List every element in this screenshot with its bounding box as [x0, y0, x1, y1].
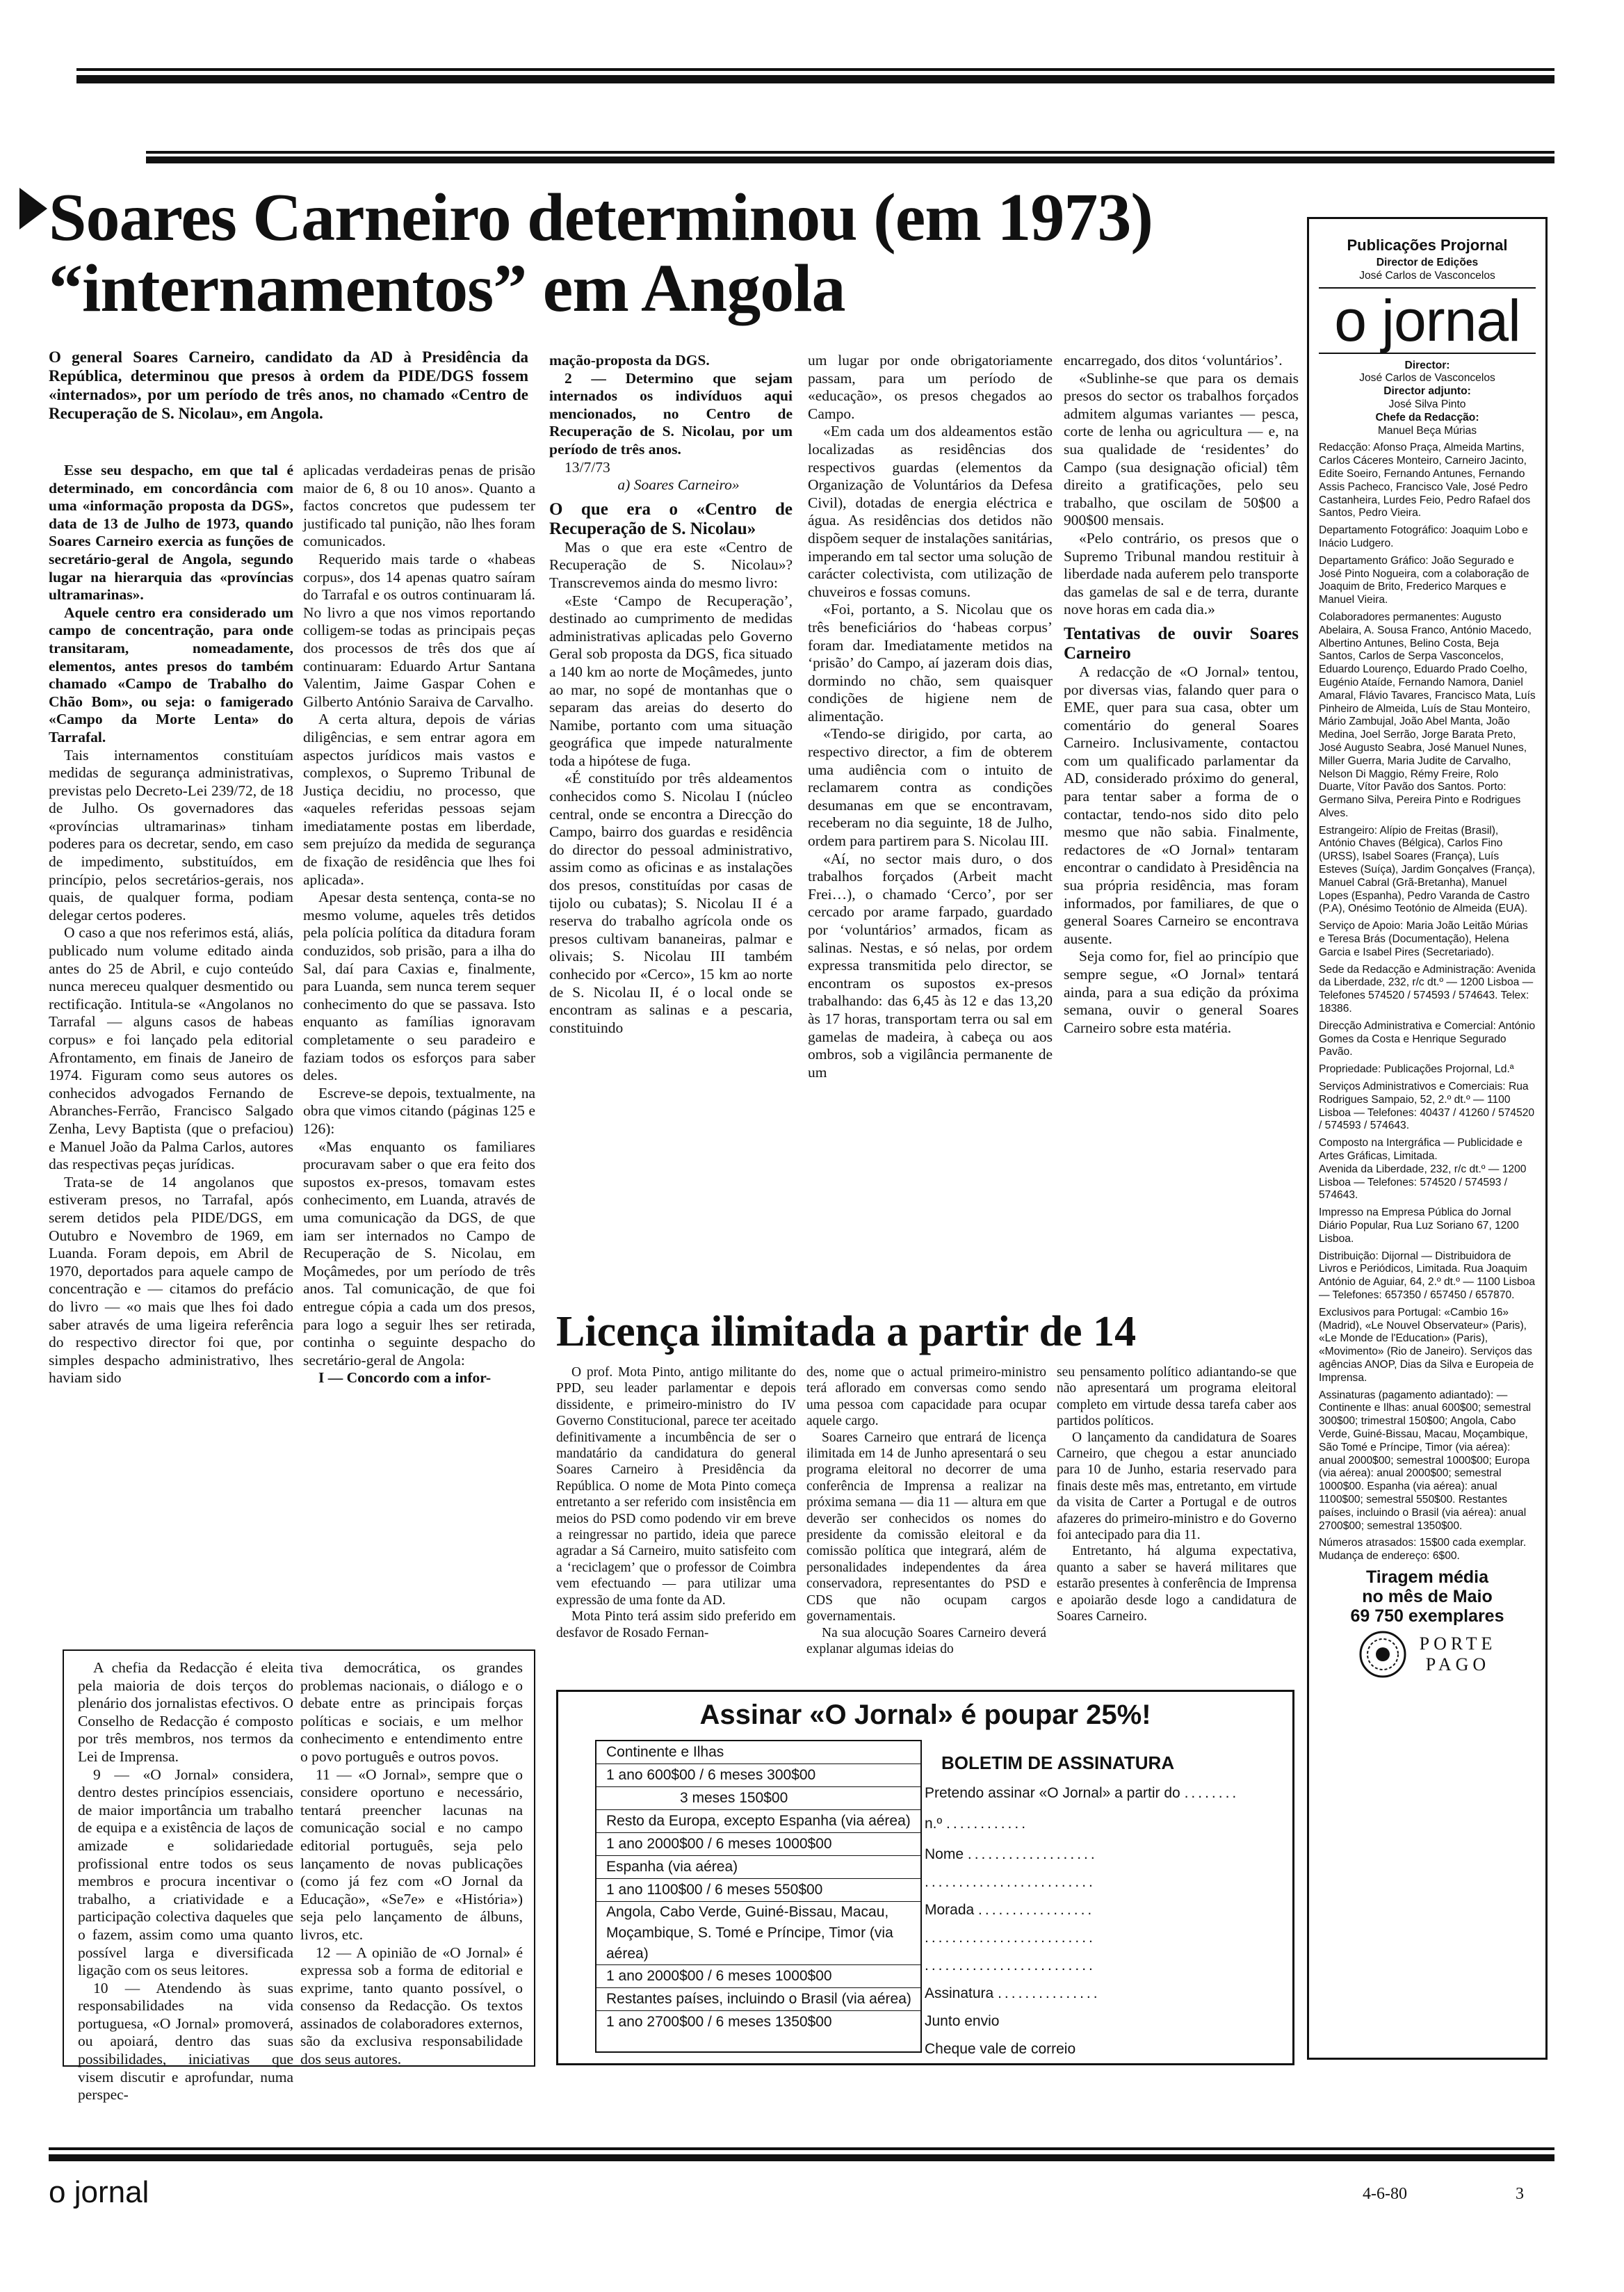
- form-address-line[interactable]: .........................: [925, 1930, 1096, 1946]
- paragraph: «Foi, portanto, a S. Nicolau que os três beneficiários do ‘habeas corpus’ foram dar. Imediatamente metidos na ‘prisão’ do Campo, aí jazeram dois dias, dormindo no chão, sem quaisquer condições de higiene nem de alimentação.: [808, 601, 1053, 725]
- price-row: Continente e Ilhas: [596, 1741, 920, 1764]
- article1-column-2: [303, 462, 535, 1553]
- article2-column-3: [1057, 1364, 1297, 1670]
- form-signature-label: Assinatura: [925, 1985, 994, 2001]
- chefe-name: Manuel Beça Múrias: [1377, 424, 1477, 437]
- paragraph: A chefia da Redacção é eleita pela maioria de dois terços do plenário dos jornalistas efectivos. O Conselho de Redacção é composto por três membros, nos termos da Lei de Imprensa.: [78, 1659, 293, 1765]
- paragraph: «Sublinhe-se que para os demais presos do sector os trabalhos forçados admitem algumas variantes — pesca, corte de lenha ou agricultura — e, na sua qualidade de ‘residentes’ do Campo (sua designação oficial) têm direito a gratificações, pelo seu trabalho, que oscilam de 50$00 a 900$00 mensais.: [1064, 369, 1299, 529]
- price-row: 1 ano 1100$00 / 6 meses 550$00: [596, 1879, 920, 1902]
- paragraph: «Em cada um dos aldeamentos estão localizadas as residências dos respectivos guardas (elementos da Organização de Voluntários da Defesa Civil), dotadas de energia eléctrica e água. As residências dos detidos não dispõem sequer de instalações sanitárias, imperando em tal sector uma solução de carácter colectivista, com utilização de chuveiros e fossas comuns.: [808, 423, 1053, 600]
- main-headline-line2: “internamentos” em Angola: [49, 251, 845, 326]
- form-address-line[interactable]: .........................: [925, 1958, 1096, 1974]
- form-payment-field[interactable]: [925, 2039, 1286, 2060]
- masthead-block: Estrangeiro: Alípio de Freitas (Brasil), António Chaves (Bélgica), Carlos Fino (URSS), Isabel Soares (França), Luís Esteves (Suíça), Jardim Gonçalves (França), Manuel Cabral (Grã-Bretanha), Manuel Lopes (Espanha), Pedro Varanda de Castro (P.A), Onésimo Teotónio de Almeida (EUA).: [1319, 824, 1536, 915]
- paragraph: Esse seu despacho, em que tal é determinado, em concordância com uma «informação proposta da DGS», data de 13 de Julho de 1973, quando Soares Carneiro exercia as funções de secretário-geral de Angola, segundo lugar na hierarquia das «províncias ultramarinas».: [49, 462, 293, 604]
- paragraph: Seja como for, fiel ao princípio que sempre segue, «O Jornal» tentará ainda, para a sua edição da próxima semana, ouvir o general Soares Carneiro sobre esta matéria.: [1064, 948, 1299, 1036]
- form-enclose-field[interactable]: [925, 2011, 1286, 2032]
- article2-column-1: [556, 1364, 796, 1670]
- masthead-block: Direcção Administrativa e Comercial: António Gomes da Costa e Henrique Segurado Pavão.: [1319, 1019, 1536, 1058]
- form-enclose-label: Junto envio: [925, 2013, 1000, 2029]
- masthead-block: Impresso na Empresa Pública do Jornal Diário Popular, Rua Luz Soriano 67, 1200 Lisboa.: [1319, 1206, 1519, 1245]
- paragraph: A redacção de «O Jornal» tentou, por diversas vias, falando quer para o EME, quer para sua casa, obter um comentário do general Soares Carneiro. Inclusivamente, contactou com um qualificado parlamentar da AD, considerado próximo do general, para tentar saber a forma de o contactar, tendo-nos sido dito pelo mesmo que não sabia. Finalmente, redactores de «O Jornal» tentaram encontrar o candidato à Presidência na sua própria residência, mas foram informados, por familiares, de que o general Soares Carneiro se encontrava ausente.: [1064, 663, 1299, 947]
- paragraph: Na sua alocução Soares Carneiro deverá explanar algumas ideias do: [806, 1625, 1046, 1656]
- masthead-box: [1307, 217, 1548, 2060]
- adjunto-label: Director adjunto:: [1383, 385, 1471, 398]
- subscription-title: Assinar «O Jornal» é poupar 25%!: [699, 1700, 1151, 1730]
- article2-column-2: [806, 1364, 1046, 1670]
- tiragem-line: no mês de Maio: [1362, 1586, 1493, 1606]
- second-rule-thick: [146, 156, 1554, 163]
- subheading-centro: O que era o «Centro de Recuperação de S. Nicolau»: [549, 499, 793, 538]
- paragraph: Escreve-se depois, textualmente, na obra que vimos citando (páginas 125 e 126):: [303, 1084, 535, 1137]
- article1-column-5: [1064, 352, 1299, 1312]
- article2-headline: Licença ilimitada a partir de 14: [556, 1308, 1137, 1355]
- form-name-label: Nome: [925, 1846, 964, 1862]
- porte-text: PORTE: [1419, 1633, 1497, 1654]
- signature-line: a) Soares Carneiro»: [617, 476, 740, 494]
- form-number-label: n.º: [925, 1816, 943, 1832]
- adjunto-name: José Silva Pinto: [1388, 398, 1466, 410]
- tiragem-line: 69 750 exemplares: [1350, 1606, 1504, 1626]
- second-rule-thin: [146, 151, 1554, 154]
- paragraph: Entretanto, há alguma expectativa, quanto a saber se haverá militares que estarão presentes à conferência de Imprensa e apoiarão desde logo a candidatura de Soares Carneiro.: [1057, 1544, 1297, 1624]
- masthead-block: Serviços Administrativos e Comerciais: Rua Rodrigues Sampaio, 52, 2.º dt.º — 1100 Lisboa — Telefones: 40437 / 41260 / 574520 / 574593 / 574643.: [1319, 1081, 1535, 1132]
- form-name-line[interactable]: .........................: [925, 1874, 1096, 1890]
- footer-logo: o jornal: [49, 2175, 149, 2209]
- edicoes-director-label: Director de Edições: [1376, 257, 1479, 268]
- paragraph: tiva democrática, os grandes problemas nacionais, o diálogo e o debate entre as principais forças políticas e sociais, e um melhor conhecimento e entendimento entre o povo português e outros povos.: [300, 1659, 523, 1765]
- paragraph: «Este ‘Campo de Recuperação’, destinado ao cumprimento de medidas administrativas aplicadas pelo Governo Geral sob proposta da DGS, fica situado a 140 km ao norte de Moçâmedes, junto ao mar, no sopé de montanhas que o separam das areias do deserto do Namibe, portanto com uma situação geográfica que impede naturalmente toda a hipótese de fuga.: [549, 592, 793, 769]
- footer-page-number: 3: [1516, 2185, 1524, 2203]
- director-label: Director:: [1404, 359, 1450, 371]
- paragraph: Mota Pinto terá assim sido preferido em desfavor de Rosado Fernan-: [556, 1609, 796, 1640]
- form-number[interactable]: n.º ............: [925, 1816, 1029, 1832]
- paragraph: 12 — A opinião de «O Jornal» é expressa sob a forma de editorial e exprime, tanto quanto possível, o consenso da Redacção. Os textos assinados de colaboradores externos, são da exclusiva responsabilidade dos seus autores.: [300, 1944, 523, 2068]
- masthead-block: Sede da Redacção e Administração: Avenida da Liberdade, 232, r/c dt.º — 1200 Lisboa — Telefones 574520 / 574593 / 574643. Telex: 18386.: [1319, 963, 1536, 1015]
- subscription-form: [925, 1752, 1286, 2058]
- paragraph: «Tendo-se dirigido, por carta, ao respectivo director, a fim de obterem uma audiência com o intuito de reclamarem contra as condições desumanas em que se encontravam, receberam no dia seguinte, 18 de Julho, ordem para partirem para S. Nicolau III.: [808, 725, 1053, 850]
- article1-column-1: [49, 462, 293, 1553]
- masthead-block: Serviço de Apoio: Maria João Leitão Múrias e Teresa Brás (Documentação), Helena Garcia e Isabel Pires (Secretariado).: [1319, 920, 1528, 958]
- editorial-column-2: [300, 1659, 523, 2068]
- price-row: Angola, Cabo Verde, Guiné-Bissau, Macau, Moçambique, S. Tomé e Príncipe, Timor (via aérea): [596, 1902, 920, 1965]
- director-name: José Carlos de Vasconcelos: [1359, 372, 1495, 385]
- form-address-label: Morada: [925, 1902, 975, 1918]
- porte-pago-stamp: [1319, 1630, 1536, 1679]
- paragraph: O prof. Mota Pinto, antigo militante do PPD, seu leader parlamentar e depois dissidente, e primeiro-ministro do IV Governo Constitucional, parece ter aceitado definitivamente a incumbência de ser o mandatário da candidatura do general Soares Carneiro à Presidência da República. O nome de Mota Pinto começa entretanto a ser referido com insistência em meios do PSD como podendo vir em breve a reingressar no partido, ideia que parece agradar a Sá Carneiro, muito satisfeito com a ‘reciclagem’ que o professor de Coimbra vem efectuando — para utilizar uma expressão de uma fonte da AD.: [556, 1365, 796, 1608]
- masthead-block: Composto na Intergráfica — Publicidade e Artes Gráficas, Limitada.: [1319, 1137, 1522, 1163]
- form-name-field[interactable]: Nome ...................: [925, 1846, 1098, 1862]
- form-payment-label: Cheque vale de correio: [925, 2041, 1076, 2057]
- masthead-logo: o jornal: [1319, 287, 1536, 354]
- form-intro: Pretendo assinar «O Jornal» a partir do ........: [925, 1785, 1240, 1801]
- top-rule-thick: [76, 75, 1554, 83]
- subscription-price-table: [595, 1740, 922, 2053]
- paragraph: 2 — Determino que sejam internados os indivíduos aqui mencionados, no Centro de Recuperação de S. Nicolau, por um período de três anos.: [549, 369, 793, 458]
- paragraph: 13/7/73: [565, 458, 610, 476]
- footer-rule-thick: [49, 2154, 1554, 2161]
- price-row: Resto da Europa, excepto Espanha (via aérea): [596, 1810, 920, 1833]
- masthead-block: Redacção: Afonso Praça, Almeida Martins, Carlos Cáceres Monteiro, Carneiro Jacinto, Edite Soeiro, Fernando Antunes, Fernando Assis Pacheco, Francisco Vale, José Pedro Castanheira, Lurdes Feio, Pedro Rafael dos Santos, Pedro Vieira.: [1319, 442, 1531, 519]
- paragraph: A certa altura, depois de várias diligências, e sem entrar agora em aspectos jurídicos mais vastos e complexos, o Supremo Tribunal de Justiça decidiu, no processo, que «aqueles referidas pessoas sejam imediatamente postas em liberdade, sem prejuízo da medida de segurança de fixação de residência que lhes foi aplicada».: [303, 711, 535, 888]
- chefe-label: Chefe da Redacção:: [1375, 411, 1479, 423]
- price-row: Restantes países, incluindo o Brasil (via aérea): [596, 1988, 920, 2011]
- price-row: 3 meses 150$00: [596, 1787, 920, 1810]
- article1-column-3: [549, 352, 793, 1312]
- paragraph: I — Concordo com a infor-: [318, 1369, 492, 1387]
- paragraph: encarregado, dos ditos ‘voluntários’.: [1064, 352, 1283, 369]
- bullet-mark: [19, 188, 47, 229]
- paragraph: Tais internamentos constituíam medidas de segurança administrativas, previstas pelo Decreto-Lei 239/72, de 18 de Julho. Os governadores das «províncias ultramarinas» tinham poderes para os decretar, sendo, em caso de impedimento, substituídos, em princípio, pelos secretários-gerais, nos quais, de qualquer forma, podiam delegar certos poderes.: [49, 746, 293, 923]
- masthead-block: Números atrasados: 15$00 cada exemplar. Mudança de endereço: 6$00.: [1319, 1537, 1527, 1563]
- article-lead: [49, 348, 528, 459]
- edicoes-director-name: José Carlos de Vasconcelos: [1359, 269, 1495, 282]
- price-row: 1 ano 2000$00 / 6 meses 1000$00: [596, 1965, 920, 1988]
- paragraph: «Mas enquanto os familiares procuravam saber o que era feito dos supostos ex-presos, tomavam estes conhecimento, em Luanda, através de uma comunicação da DGS, de que iam ser internados no Campo de Recuperação de S. Nicolau, em Moçâmedes, por um período de três anos. Tal comunicação, de que foi entregue cópia a cada um dos presos, para logo a seguir lhes ser retirada, continha o seguinte despacho do secretário-geral de Angola:: [303, 1138, 535, 1369]
- tiragem-line: Tiragem média: [1365, 1567, 1488, 1587]
- paragraph: O caso a que nos referimos está, aliás, publicado num volume editado ainda antes do 25 de Abril, e cujo conteúdo nunca mereceu qualquer desmentido ou rectificação. Intitula-se «Angolanos no Tarrafal — alguns casos de habeas corpus» e foi lançado pela editorial Afrontamento, em finais de Janeiro de 1974. Figuram como seus autores os conhecidos advogados Fernando de Abranches-Ferrão, Francisco Salgado Zenha, Levy Baptista (que o prefaciou) e Manuel João da Palma Carlos, autores das respectivas peças jurídicas.: [49, 924, 293, 1173]
- paragraph: seu pensamento político adiantando-se que não apresentará um programa eleitoral completo em virtude dessa tarefa caber aos partidos políticos.: [1057, 1365, 1297, 1429]
- paragraph: Mas o que era este «Centro de Recuperação de S. Nicolau»? Transcrevemos ainda do mesmo livro:: [549, 538, 793, 591]
- form-intro-label: Pretendo assinar «O Jornal» a partir do: [925, 1785, 1180, 1801]
- price-row: 1 ano 2700$00 / 6 meses 1350$00: [606, 2014, 832, 2030]
- footer-rule-thin: [49, 2147, 1554, 2150]
- form-address-field[interactable]: Morada .................: [925, 1902, 1095, 1918]
- subheading-tentativas: Tentativas de ouvir Soares Carneiro: [1064, 624, 1299, 663]
- publisher-name: Publicações Projornal: [1347, 236, 1508, 254]
- seal-icon: [1358, 1630, 1407, 1679]
- paragraph: aplicadas verdadeiras penas de prisão maior de 6, 8 ou 10 anos». Quanto a factos concretos que pudessem ter justificado tal punição, não lhes foram comunicados.: [303, 462, 535, 550]
- top-rule-thin: [76, 68, 1554, 71]
- editorial-column-1: [78, 1659, 293, 2104]
- price-row: 1 ano 2000$00 / 6 meses 1000$00: [596, 1833, 920, 1856]
- paragraph: 11 — «O Jornal», sempre que o considere oportuno e necessário, tentará preencher lacunas na comunicação social e no campo editorial português, seja pelo lançamento de novas publicações (como já fez com «O Jornal da Educação», «Se7e» e «História») seja pelo lançamento de álbuns, livros, etc.: [300, 1766, 523, 1943]
- masthead-block: Assinaturas (pagamento adiantado): — Continente e Ilhas: anual 600$00; semestral 300$00; trimestral 150$00; Angola, Cabo Verde, Guiné-Bissau, Macau, Moçambique, São Tomé e Príncipe, Timor (via aérea): anual 2000$00; semestral 1000$00; Europa (via aérea): anual 2000$00; semestral 1000$00. Espanha (via aérea): anual 1100$00; semestral 550$00. Restantes países, incluindo o Brasil (via aérea): anual 2700$00; semestral 1350$00.: [1319, 1389, 1532, 1532]
- paragraph: mação-proposta da DGS.: [549, 352, 710, 369]
- masthead-block: Departamento Fotográfico: Joaquim Lobo e Inácio Ludgero.: [1319, 524, 1528, 549]
- pago-text: PAGO: [1425, 1654, 1491, 1674]
- main-headline-line1: Soares Carneiro determinou (em 1973): [49, 180, 1153, 255]
- paragraph: 9 — «O Jornal» considera, dentro destes princípios essenciais, de maior importância um trabalho de equipa e a existência de laços de amizade e solidariedade profissional entre todos os seus membros e procura incentivar o trabalho, a criatividade e a participação colectiva daqueles que o fazem, assim como uma quanto possível larga e diversificada ligação com os seus leitores.: [78, 1766, 293, 1979]
- paragraph: Soares Carneiro que entrará de licença ilimitada em 14 de Junho apresentará o seu programa eleitoral no decorrer de uma conferência de Imprensa a realizar na próxima semana — dia 11 — altura em que deverão ser conhecidos os nomes do presidente da comissão eleitoral e da comissão política que integrará, além de personalidades independentes da área conservadora, representantes do PSD e CDS que não ocupam cargos governamentais.: [806, 1430, 1046, 1624]
- footer-date: 4-6-80: [1363, 2185, 1407, 2203]
- paragraph: um lugar por onde obrigatoriamente passam, para um período de «educação», os presos chegados ao Campo.: [808, 352, 1053, 422]
- paragraph: «É constituído por três aldeamentos conhecidos como S. Nicolau I (núcleo central, onde se encontra a Direcção do Campo, bairro dos guardas e residência do director do pessoal administrativo, assim como as oficinas e as instalações dos presos, constituídas por casas de tijolo ou cubatas); S. Nicolau II é a reserva do trabalho agrícola onde os presos cultivam bananeiras, palmar e olivais; S. Nicolau III também conhecido por «Cerco», 15 km ao norte de S. Nicolau II, é o local onde se encontram as salinas e a pescaria, constituindo: [549, 770, 793, 1036]
- masthead-block: Exclusivos para Portugal: «Cambio 16» (Madrid), «Le Nouvel Observateur» (Paris), «Le Monde de l'Education» (Paris), «Movimento» (Rio de Janeiro). Serviços das agências ANOP, Dias da Silva e Europeia de Imprensa.: [1319, 1306, 1534, 1384]
- masthead-block: Avenida da Liberdade, 232, r/c dt.º — 1200 Lisboa — Telefones: 574520 / 574593 / 574643.: [1319, 1163, 1527, 1202]
- paragraph: Trata-se de 14 angolanos que estiveram presos, no Tarrafal, após serem detidos pela PIDE/DGS, em Outubro e Novembro de 1969, em Luanda. Foram depois, em Abril de 1970, deportados para aquele campo de concentração e — citamos do prefácio do livro — «o mais que lhes foi dado saber através de uma ligeira referência do respectivo director foi que, por simples despacho administrativo, lhes haviam sido: [49, 1173, 293, 1387]
- paragraph: Apesar desta sentença, conta-se no mesmo volume, aqueles três detidos pela polícia política da ditadura foram conduzidos, sob prisão, para a ilha do Sal, daí para Caxias e, finalmente, para Luanda, sem nunca terem sequer conhecimento do que se passava. Isto enquanto as famílias ignoravam completamente o seu paradeiro e faziam todos os esforços para saber deles.: [303, 889, 535, 1084]
- paragraph: 10 — Atendendo às suas responsabilidades na vida portuguesa, «O Jornal» promoverá, ou apoiará, dentro das suas possibilidades, iniciativas que visem discutir e aprofundar, numa perspec-: [78, 1979, 293, 2104]
- paragraph: «Pelo contrário, os presos que o Supremo Tribunal mandou restituir à liberdade nada auferem pelo transporte das gamelas de sal e de terra, durante nove horas em cada dia.»: [1064, 529, 1299, 618]
- price-row: Espanha (via aérea): [596, 1856, 920, 1879]
- paragraph: O lançamento da candidatura de Soares Carneiro, que chegou a estar anunciado para 10 de Junho, estaria reservado para finais deste mês mas, entretanto, em virtude da visita de Carter a Portugal e de outros afazeres do primeiro-ministro e do Governo foi antecipado para dia 11.: [1057, 1430, 1297, 1543]
- price-row: 1 ano 600$00 / 6 meses 300$00: [596, 1764, 920, 1787]
- paragraph: Aquele centro era considerado um campo de concentração, para onde transitaram, nomeadamente, elementos, antes presos do também chamado «Campo de Trabalho do Chão Bom», ou seja: o famigerado «Campo da Morte Lenta» do Tarrafal.: [49, 604, 293, 745]
- paragraph: «Aí, no sector mais duro, o dos trabalhos forçados (Arbeit macht Frei…), o chamado ‘Cerco’, por ser cercado por arame farpado, guardado por ‘voluntários’ armados, ficam as salinas. Nestas, e só nelas, por ordem expressa transmitida pelo director, se encontram os supostos ex-presos trabalhando: das 6,45 às 12 e das 13,20 às 17 horas, transportam terra ou sal em gamelas de madeira, à cabeça ou aos ombros, sob a vigilância permanente de um: [808, 850, 1053, 1081]
- paragraph: Requerido mais tarde o «habeas corpus», dos 14 apenas quatro saíram do Tarrafal e os outros continuaram lá. No livro a que nos vimos reportando colligem-se todas as principais peças dos processos de três dos que aí continuaram: Eduardo Artur Santana Valentim, Jaime Gaspar Cohen e Gilberto António Saraiva de Carvalho.: [303, 550, 535, 710]
- paragraph: des, nome que o actual primeiro-ministro terá aflorado em conversas como sendo uma pessoa com capacidade para ocupar aquele cargo.: [806, 1365, 1046, 1429]
- form-title: BOLETIM DE ASSINATURA: [941, 1752, 1175, 1773]
- form-signature-field[interactable]: Assinatura ...............: [925, 1985, 1101, 2001]
- masthead-block: Distribuição: Dijornal — Distribuidora de Livros e Periódicos, Limitada. Rua Joaquim António de Aguiar, 64, 2.º dt.º — 1100 Lisboa — Telefones: 657350 / 657450 / 657870.: [1319, 1250, 1536, 1301]
- masthead-block: Departamento Gráfico: João Segurado e José Pinto Nogueira, com a colaboração de Joaquim de Brito, Frederico Marques e Manuel Vieira.: [1319, 554, 1529, 606]
- masthead-block: Colaboradores permanentes: Augusto Abelaira, A. Sousa Franco, António Macedo, Albertino Antunes, Belino Costa, Beja Santos, Carlos de Serpa Vasconcelos, Eduardo Lourenço, Eduardo Prado Coelho, Eugénio Ataíde, Fernando Namora, Daniel Amaral, Flávio Tavares, Francisco Mata, Luís Pinheiro de Almeida, Luís de Stau Monteiro, Mário Zambujal, João Abel Manta, João Medina, Joel Serrão, Jorge Barata Preto, José Augusto Seabra, José Manuel Nunes, Miller Guerra, Maria Judite de Carvalho, Nelson Di Maggio, Rémy Freire, Rolo Duarte, Vítor Pavão dos Santos. Porto: Germano Silva, Pereira Pinto e Rodrigues Alves.: [1319, 611, 1536, 819]
- masthead-block: Propriedade: Publicações Projornal, Ld.ª: [1319, 1063, 1514, 1076]
- lead-text: O general Soares Carneiro, candidato da AD à Presidência da República, determinou que presos à ordem da PIDE/DGS fossem «internados», por um período de três anos, no chamado «Centro de Recuperação de S. Nicolau», em Angola.: [49, 348, 528, 422]
- article1-column-4: [808, 352, 1053, 1312]
